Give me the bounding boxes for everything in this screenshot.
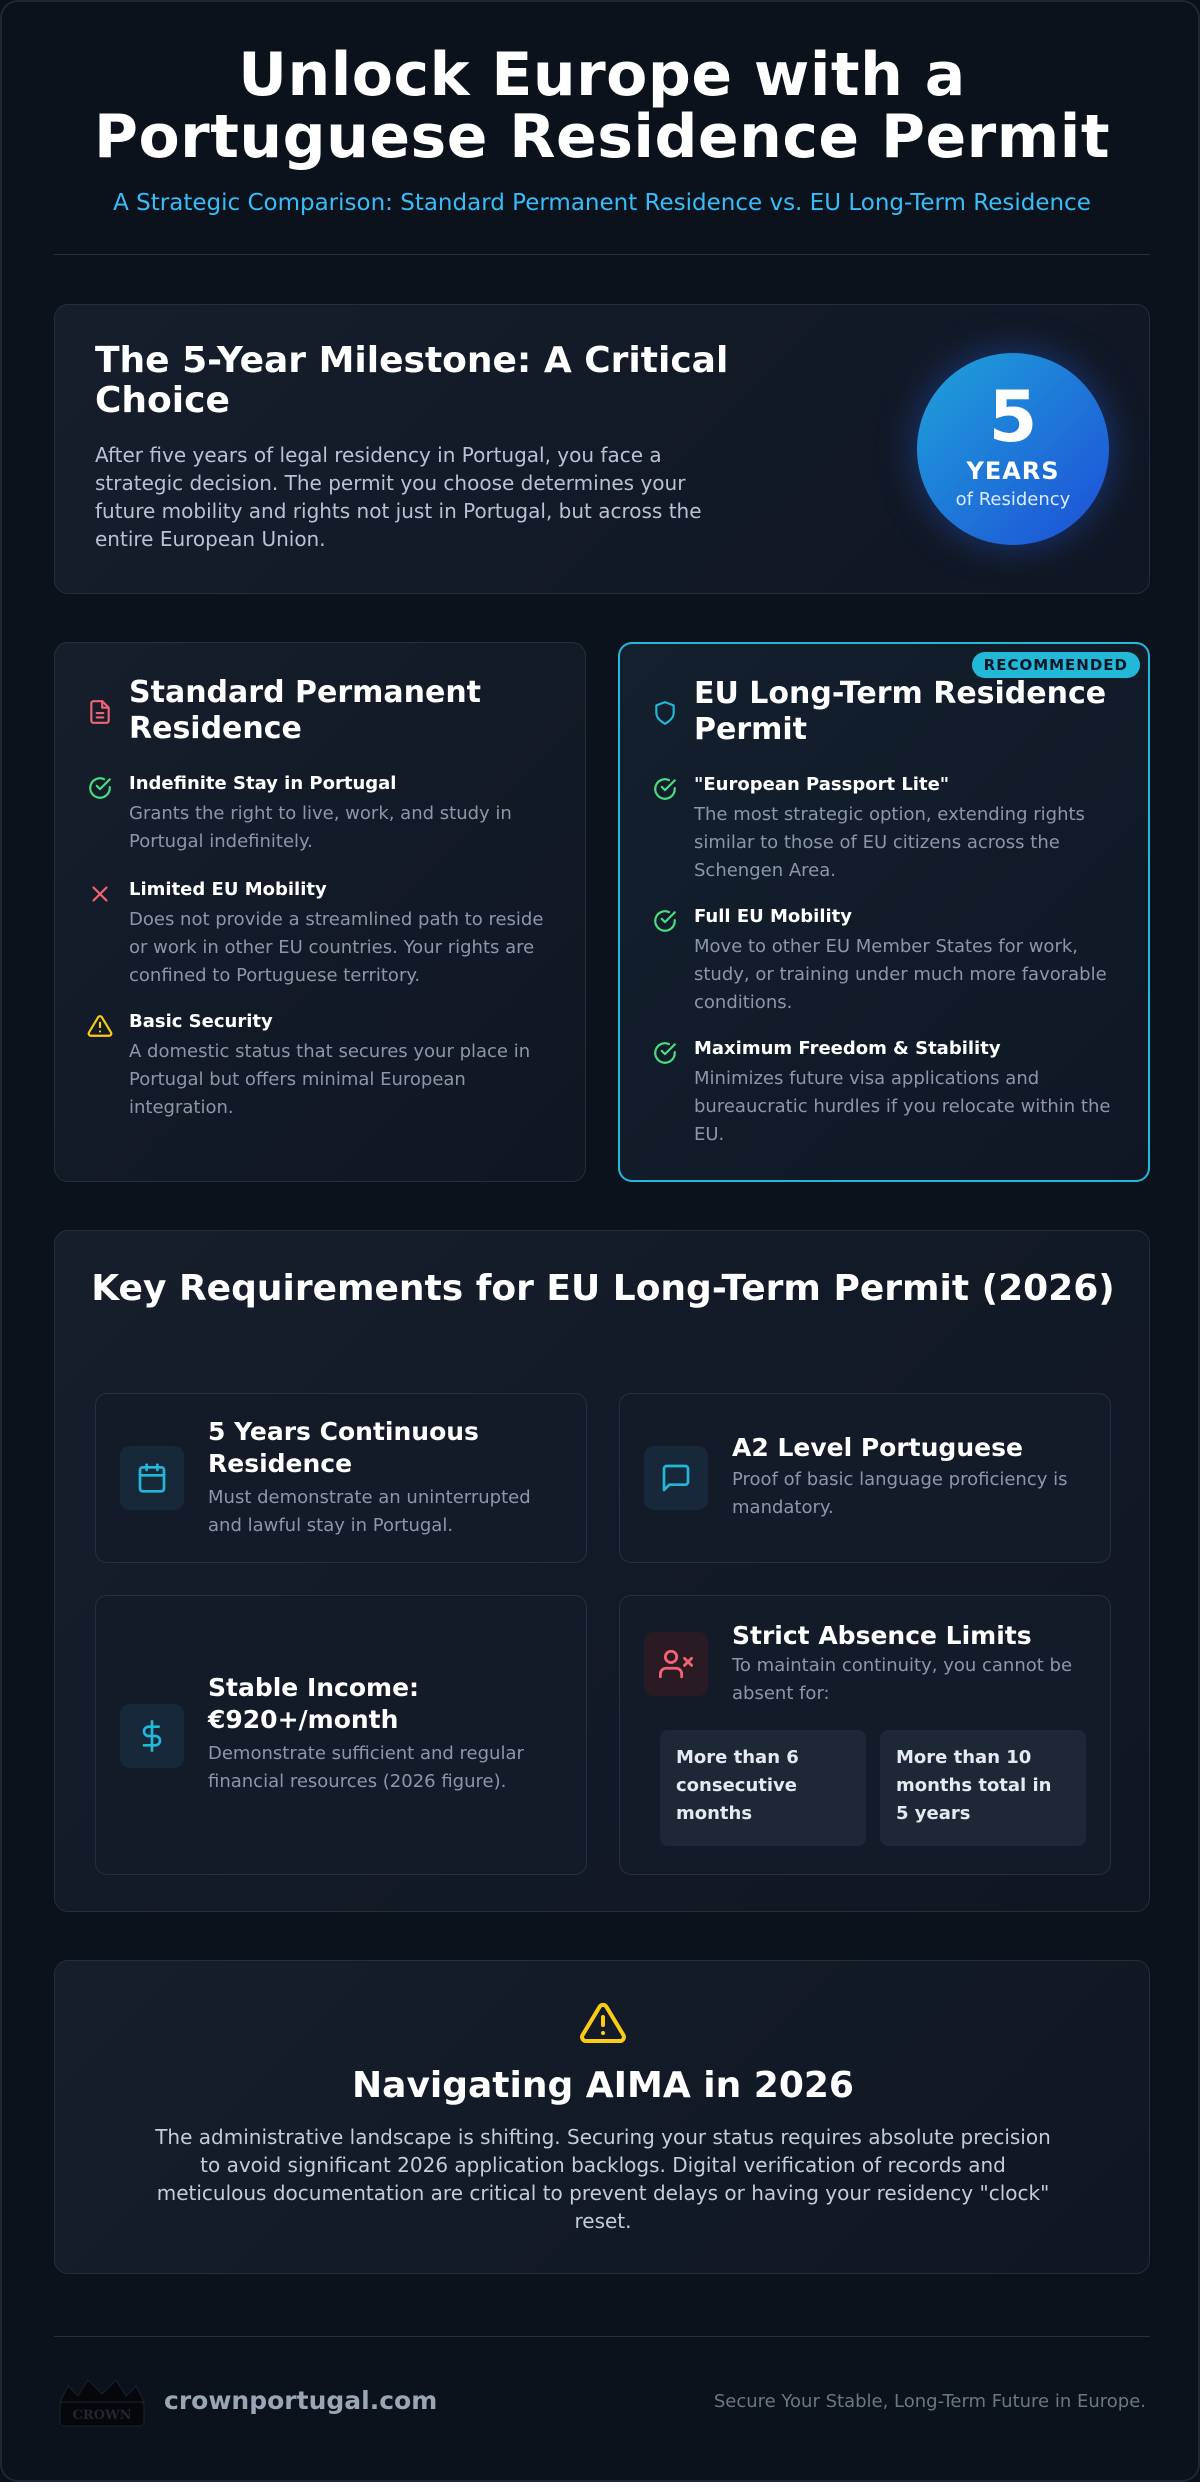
user-x-icon <box>659 1647 693 1681</box>
calendar-icon-box <box>120 1446 184 1510</box>
item-title: Basic Security <box>129 1011 273 1032</box>
requirement-card-absence <box>619 1595 1111 1875</box>
brand-name[interactable]: crownportugal.com <box>164 2386 438 2415</box>
recommended-badge: RECOMMENDED <box>972 652 1140 678</box>
title-line-2: Portuguese Residence Permit <box>93 102 1111 172</box>
milestone-title: The 5-Year Milestone: A Critical Choice <box>95 340 729 421</box>
page-subtitle: A Strategic Comparison: Standard Permanent Residence vs. EU Long-Term Residence <box>113 190 1091 216</box>
badge-caption: of Residency <box>955 489 1071 510</box>
requirement-desc: Demonstrate sufficient and regular financial resources (2026 figure). <box>208 1743 524 1792</box>
item-desc: The most strategic option, extending rights similar to those of EU citizens across the Schengen Area. <box>694 804 1085 881</box>
requirement-title: 5 Years Continuous Residence <box>208 1417 479 1478</box>
dollar-icon <box>136 1720 168 1752</box>
item-desc: Does not provide a streamlined path to reside or work in other EU countries. Your rights are confined to Portuguese territory. <box>129 909 544 986</box>
eu-title: EU Long-Term Residence Permit <box>694 676 1107 747</box>
requirement-title: A2 Level Portuguese <box>732 1433 1023 1462</box>
requirement-desc: Proof of basic language proficiency is mandatory. <box>732 1469 1068 1518</box>
badge-unit: YEARS <box>966 457 1060 485</box>
requirements-title: Key Requirements for EU Long-Term Permit (2026) <box>91 1268 1115 1309</box>
aima-text: The administrative landscape is shifting. Securing your status requires absolute precision to avoid significant 2026 application backlogs. Digital verification of records and meticulous documentation are critical to prevent delays or having your residency "clock" reset. <box>155 2125 1051 2233</box>
aima-card <box>54 1960 1150 2274</box>
standard-title: Standard Permanent Residence <box>129 675 482 746</box>
milestone-card <box>54 304 1150 594</box>
footer-divider <box>54 2336 1150 2337</box>
header <box>2 40 1200 216</box>
item-desc: Move to other EU Member States for work, study, or training under much more favorable conditions. <box>694 936 1107 1013</box>
title-line-1: Unlock Europe with a <box>238 40 966 110</box>
badge-number: 5 <box>988 376 1038 458</box>
item-title: Indefinite Stay in Portugal <box>129 773 397 794</box>
header-divider <box>54 254 1150 255</box>
milestone-text: After five years of legal residency in Portugal, you face a strategic decision. The permit you choose determines your future mobility and rights not just in Portugal, but across the entire European Union. <box>95 443 702 551</box>
shield-icon <box>652 700 678 726</box>
crown-logo <box>54 2372 150 2432</box>
check-circle-icon <box>87 775 113 801</box>
absence-limit-total: More than 10 months total in 5 years <box>880 1730 1086 1846</box>
standard-residence-card <box>54 642 586 1182</box>
page-title <box>2 40 1200 172</box>
check-circle-icon <box>652 908 678 934</box>
requirement-title: Stable Income: €920+/month <box>208 1673 420 1734</box>
dollar-icon-box <box>120 1704 184 1768</box>
item-desc: Grants the right to live, work, and study in Portugal indefinitely. <box>129 803 512 852</box>
check-circle-icon <box>652 776 678 802</box>
requirement-desc: To maintain continuity, you cannot be absent for: <box>732 1655 1073 1704</box>
warning-icon <box>579 1999 627 2047</box>
item-title: "European Passport Lite" <box>694 774 950 795</box>
user-x-icon-box <box>644 1632 708 1696</box>
logo-text: CROWN <box>72 2408 132 2423</box>
eu-residence-card <box>618 642 1150 1182</box>
chat-icon <box>660 1462 692 1494</box>
document-icon <box>87 699 113 725</box>
aima-title: Navigating AIMA in 2026 <box>352 2065 854 2106</box>
requirement-card-income <box>95 1595 587 1875</box>
absence-limit-consecutive: More than 6 consecutive months <box>660 1730 866 1846</box>
item-title: Maximum Freedom & Stability <box>694 1038 1001 1059</box>
five-years-badge <box>917 353 1109 545</box>
calendar-icon <box>136 1462 168 1494</box>
requirements-section <box>54 1230 1150 1912</box>
requirement-card-language <box>619 1393 1111 1563</box>
warning-icon <box>87 1013 113 1039</box>
item-desc: A domestic status that secures your place in Portugal but offers minimal European integration. <box>129 1041 531 1118</box>
requirement-title: Strict Absence Limits <box>732 1621 1032 1650</box>
x-icon <box>87 881 113 907</box>
item-desc: Minimizes future visa applications and bureaucratic hurdles if you relocate within the EU. <box>694 1068 1111 1145</box>
footer-tagline: Secure Your Stable, Long-Term Future in Europe. <box>713 2391 1146 2412</box>
item-title: Limited EU Mobility <box>129 879 327 900</box>
requirement-card-residence <box>95 1393 587 1563</box>
requirement-desc: Must demonstrate an uninterrupted and lawful stay in Portugal. <box>208 1487 531 1536</box>
chat-icon-box <box>644 1446 708 1510</box>
item-title: Full EU Mobility <box>694 906 853 927</box>
check-circle-icon <box>652 1040 678 1066</box>
